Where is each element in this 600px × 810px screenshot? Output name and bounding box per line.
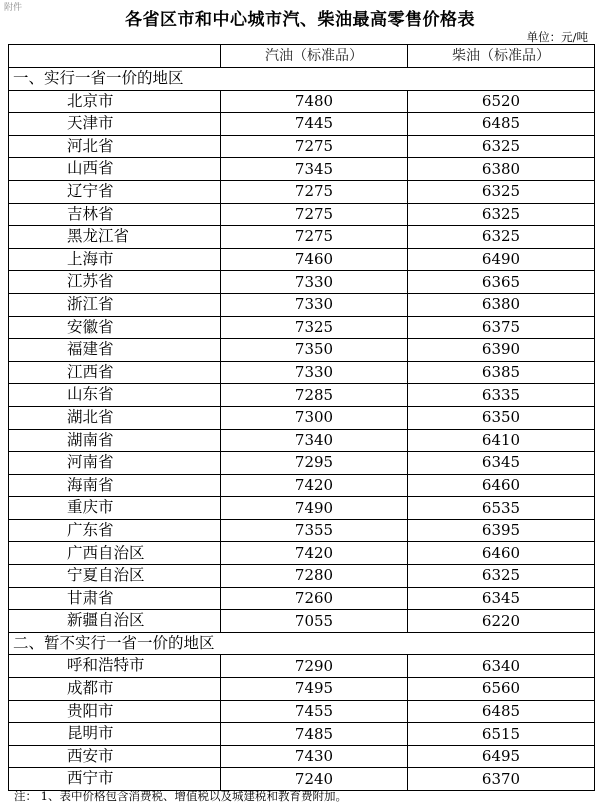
diesel-price-cell: 6535 [408,497,595,520]
table-row [9,293,595,316]
region-cell: 安徽省 [9,316,221,339]
gasoline-price-cell: 7275 [221,180,408,203]
table-row [9,384,595,407]
gasoline-price-cell: 7455 [221,700,408,723]
region-cell: 湖北省 [9,406,221,429]
diesel-price-cell: 6350 [408,406,595,429]
region-cell: 上海市 [9,248,221,271]
region-cell: 天津市 [9,113,221,136]
region-cell: 黑龙江省 [9,226,221,249]
region-cell: 辽宁省 [9,180,221,203]
diesel-price-cell: 6460 [408,474,595,497]
diesel-price-cell: 6345 [408,452,595,475]
region-cell: 甘肃省 [9,587,221,610]
gasoline-price-cell: 7480 [221,90,408,113]
corner-mark: 附件 [4,3,23,13]
table-row [9,678,595,701]
gasoline-price-cell: 7445 [221,113,408,136]
diesel-price-cell: 6340 [408,655,595,678]
gasoline-price-cell: 7280 [221,565,408,588]
diesel-price-cell: 6325 [408,135,595,158]
table-row [9,90,595,113]
gasoline-price-cell: 7460 [221,248,408,271]
table-row [9,655,595,678]
region-cell: 昆明市 [9,723,221,746]
diesel-price-cell: 6325 [408,565,595,588]
page-title: 各省区市和中心城市汽、柴油最高零售价格表 [125,10,475,30]
table-row [9,406,595,429]
gasoline-price-cell: 7330 [221,271,408,294]
diesel-price-cell: 6325 [408,180,595,203]
diesel-price-cell: 6325 [408,226,595,249]
section-row [9,68,595,91]
region-cell: 福建省 [9,339,221,362]
diesel-price-cell: 6485 [408,113,595,136]
region-cell: 河南省 [9,452,221,475]
gasoline-price-cell: 7290 [221,655,408,678]
diesel-price-cell: 6390 [408,339,595,362]
diesel-price-cell: 6325 [408,203,595,226]
region-cell: 重庆市 [9,497,221,520]
table-row [9,497,595,520]
gasoline-price-cell: 7340 [221,429,408,452]
gasoline-price-cell: 7345 [221,158,408,181]
gasoline-price-cell: 7055 [221,610,408,633]
region-cell: 广西自治区 [9,542,221,565]
price-table-body [9,45,595,791]
diesel-price-cell: 6395 [408,519,595,542]
table-row [9,700,595,723]
price-table [8,44,595,791]
diesel-price-cell: 6335 [408,384,595,407]
gasoline-price-cell: 7330 [221,293,408,316]
table-row [9,565,595,588]
gasoline-price-cell: 7490 [221,497,408,520]
diesel-price-cell: 6380 [408,158,595,181]
region-cell: 新疆自治区 [9,610,221,633]
region-cell: 湖南省 [9,429,221,452]
footnote: 注： 1、表中价格包含消费税、增值税以及城建税和教育费附加。 [14,789,347,803]
diesel-price-cell: 6520 [408,90,595,113]
region-cell: 成都市 [9,678,221,701]
diesel-price-cell: 6345 [408,587,595,610]
region-cell: 江西省 [9,361,221,384]
region-cell: 西安市 [9,745,221,768]
table-row [9,203,595,226]
gasoline-price-cell: 7485 [221,723,408,746]
gasoline-price-cell: 7275 [221,135,408,158]
region-cell: 宁夏自治区 [9,565,221,588]
diesel-price-cell: 6560 [408,678,595,701]
gasoline-price-cell: 7495 [221,678,408,701]
table-row [9,339,595,362]
diesel-price-cell: 6410 [408,429,595,452]
region-cell: 山西省 [9,158,221,181]
table-row [9,542,595,565]
diesel-price-cell: 6385 [408,361,595,384]
table-row [9,226,595,249]
section-row [9,632,595,655]
gasoline-price-cell: 7240 [221,768,408,791]
table-row [9,248,595,271]
gasoline-price-cell: 7420 [221,542,408,565]
gasoline-price-cell: 7330 [221,361,408,384]
gasoline-price-cell: 7420 [221,474,408,497]
table-row [9,429,595,452]
table-row [9,474,595,497]
diesel-price-cell: 6370 [408,768,595,791]
table-row [9,610,595,633]
gasoline-price-cell: 7325 [221,316,408,339]
table-row [9,135,595,158]
diesel-price-cell: 6460 [408,542,595,565]
region-cell: 西宁市 [9,768,221,791]
region-cell: 山东省 [9,384,221,407]
region-cell: 呼和浩特市 [9,655,221,678]
diesel-price-cell: 6515 [408,723,595,746]
header-gasoline: 汽油（标准品） [221,45,408,68]
diesel-price-cell: 6485 [408,700,595,723]
table-row [9,452,595,475]
table-row [9,316,595,339]
table-row [9,723,595,746]
table-row [9,587,595,610]
gasoline-price-cell: 7260 [221,587,408,610]
region-cell: 浙江省 [9,293,221,316]
gasoline-price-cell: 7300 [221,406,408,429]
table-header-row [9,45,595,68]
header-diesel: 柴油（标准品） [408,45,595,68]
region-cell: 海南省 [9,474,221,497]
gasoline-price-cell: 7275 [221,226,408,249]
diesel-price-cell: 6380 [408,293,595,316]
region-cell: 广东省 [9,519,221,542]
diesel-price-cell: 6365 [408,271,595,294]
gasoline-price-cell: 7350 [221,339,408,362]
table-row [9,519,595,542]
diesel-price-cell: 6490 [408,248,595,271]
table-row [9,361,595,384]
gasoline-price-cell: 7430 [221,745,408,768]
table-row [9,180,595,203]
region-cell: 江苏省 [9,271,221,294]
table-row [9,113,595,136]
region-cell: 北京市 [9,90,221,113]
region-cell: 吉林省 [9,203,221,226]
table-row [9,158,595,181]
unit-label: 单位：元/吨 [526,30,588,44]
section-label: 二、暂不实行一省一价的地区 [9,632,595,655]
gasoline-price-cell: 7295 [221,452,408,475]
section-label: 一、实行一省一价的地区 [9,68,595,91]
region-cell: 河北省 [9,135,221,158]
gasoline-price-cell: 7275 [221,203,408,226]
gasoline-price-cell: 7355 [221,519,408,542]
region-cell: 贵阳市 [9,700,221,723]
table-row [9,271,595,294]
diesel-price-cell: 6220 [408,610,595,633]
diesel-price-cell: 6495 [408,745,595,768]
table-row [9,745,595,768]
gasoline-price-cell: 7285 [221,384,408,407]
diesel-price-cell: 6375 [408,316,595,339]
header-region-cell [9,45,221,68]
